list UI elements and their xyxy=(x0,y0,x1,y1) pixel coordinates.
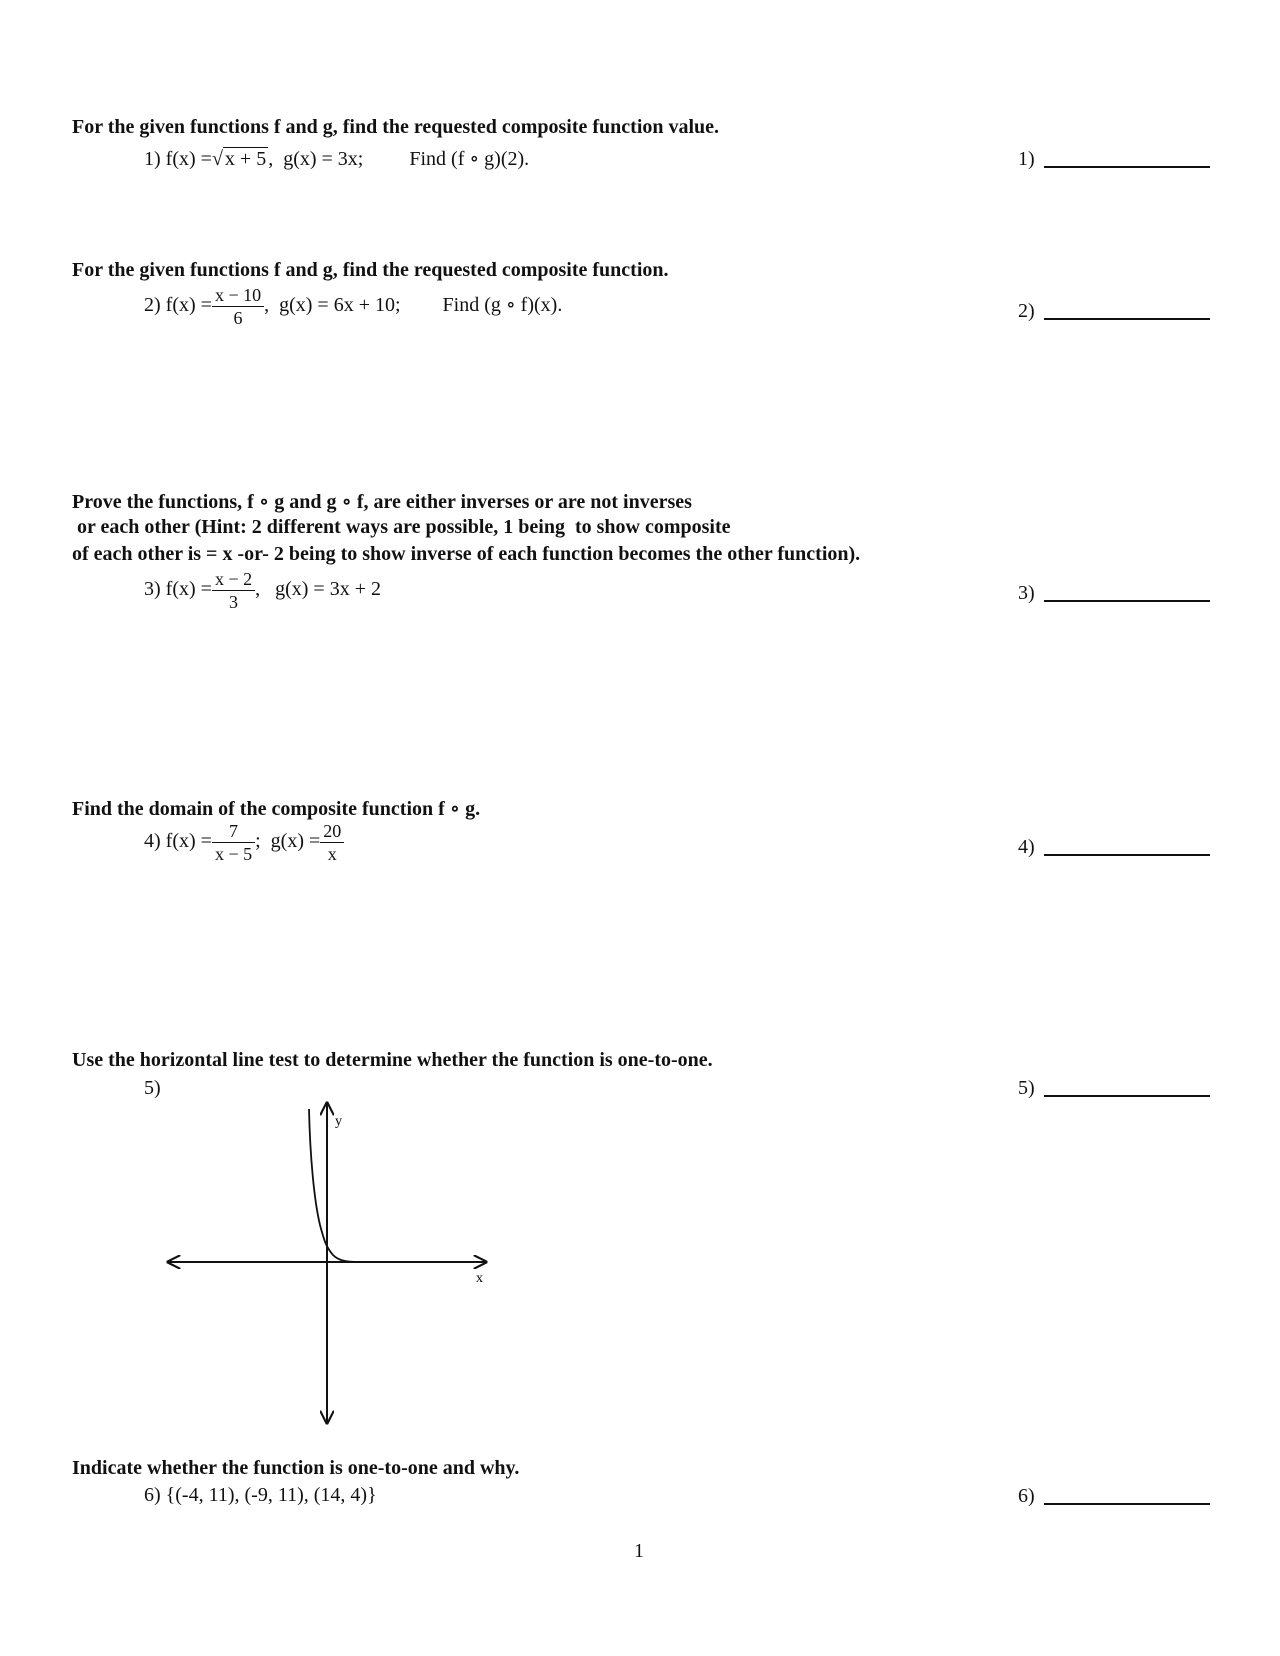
denominator: 3 xyxy=(229,592,239,612)
instruction-3-line-3: of each other is = x -or- 2 being to show inverse of each function becomes the other function). xyxy=(72,543,861,565)
fraction-g xyxy=(320,822,344,863)
punct: , xyxy=(264,294,270,317)
answer-line-3[interactable] xyxy=(1044,600,1210,602)
numerator: x − 10 xyxy=(212,286,264,307)
find-prompt: Find (g ∘ f)(x). xyxy=(442,294,563,317)
answer-line-6[interactable] xyxy=(1044,1503,1210,1505)
fraction xyxy=(212,286,264,327)
instruction-4: Find the domain of the composite function f ∘ g. xyxy=(72,798,481,820)
denominator: x xyxy=(327,844,337,864)
answer-label-5: 5) xyxy=(1018,1077,1035,1099)
answer-label-4: 4) xyxy=(1018,836,1035,858)
fraction-f xyxy=(212,822,255,863)
answer-line-2[interactable] xyxy=(1044,318,1210,320)
denominator: 6 xyxy=(233,308,243,328)
g-definition: g(x) = 3x; xyxy=(283,148,364,170)
radicand: x + 5 xyxy=(224,148,267,170)
answer-line-1[interactable] xyxy=(1044,166,1210,168)
f-definition-lhs: f(x) = xyxy=(165,148,212,170)
f-definition-lhs: f(x) = xyxy=(165,830,212,853)
instruction-2: For the given functions f and g, find the requested composite function. xyxy=(72,259,669,281)
y-axis-label: y xyxy=(335,1114,342,1129)
problem-1 xyxy=(144,146,529,171)
instruction-3-line-2: or each other (Hint: 2 different ways are possible, 1 being to show composite xyxy=(72,516,731,538)
problem-2 xyxy=(144,286,562,327)
instruction-5: Use the horizontal line test to determine whether the function is one-to-one. xyxy=(72,1049,713,1071)
x-axis-label: x xyxy=(476,1271,483,1286)
punct: ; xyxy=(255,830,261,853)
g-definition-lhs: g(x) = xyxy=(270,830,321,853)
answer-label-6: 6) xyxy=(1018,1485,1035,1507)
numerator: x − 2 xyxy=(212,570,255,591)
page-number: 1 xyxy=(634,1540,644,1562)
problem-6 xyxy=(144,1484,377,1507)
graph xyxy=(150,1095,500,1430)
instruction-3-line-1: Prove the functions, f ∘ g and g ∘ f, are either inverses or are not inverses xyxy=(72,491,692,513)
problem-number: 4) xyxy=(144,830,161,853)
function-curve xyxy=(309,1109,360,1262)
answer-label-1: 1) xyxy=(1018,148,1035,170)
punct: , xyxy=(268,148,274,170)
instruction-6: Indicate whether the function is one-to-one and why. xyxy=(72,1457,520,1479)
denominator: x − 5 xyxy=(214,844,253,864)
problem-3 xyxy=(144,570,381,611)
instruction-1: For the given functions f and g, find the requested composite function value. xyxy=(72,116,720,138)
punct: , xyxy=(255,578,261,601)
problem-number: 3) xyxy=(144,578,161,601)
square-root: √ x + 5 xyxy=(211,148,267,170)
problem-number: 1) xyxy=(144,148,161,170)
fraction xyxy=(212,570,255,611)
set-expression: {(-4, 11), (-9, 11), (14, 4)} xyxy=(165,1484,377,1506)
answer-line-5[interactable] xyxy=(1044,1095,1210,1097)
problem-5-number: 5) xyxy=(144,1077,161,1099)
find-prompt: Find (f ∘ g)(2). xyxy=(409,148,530,170)
g-definition: g(x) = 6x + 10; xyxy=(279,294,401,317)
numerator: 7 xyxy=(212,822,255,843)
f-definition-lhs: f(x) = xyxy=(165,294,212,317)
problem-4 xyxy=(144,822,344,863)
answer-label-2: 2) xyxy=(1018,300,1035,322)
f-definition-lhs: f(x) = xyxy=(165,578,212,601)
g-definition: g(x) = 3x + 2 xyxy=(275,578,381,601)
numerator: 20 xyxy=(320,822,344,843)
answer-label-3: 3) xyxy=(1018,582,1035,604)
answer-line-4[interactable] xyxy=(1044,854,1210,856)
problem-number: 6) xyxy=(144,1484,161,1506)
problem-number: 2) xyxy=(144,294,161,317)
